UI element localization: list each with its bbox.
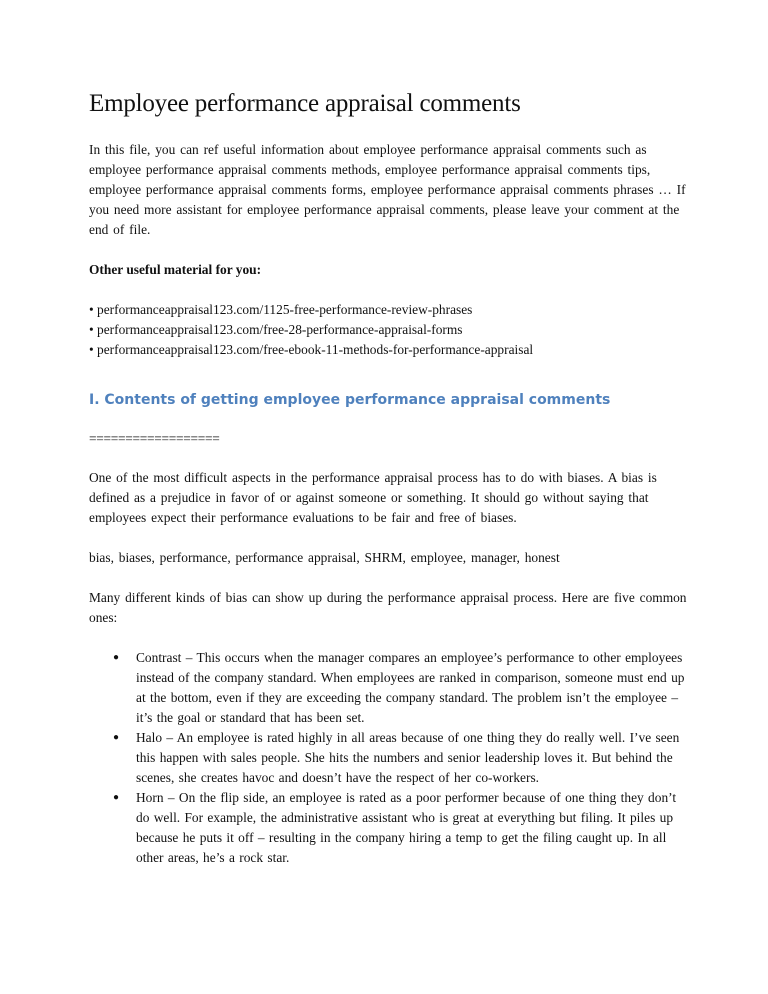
separator-line: ================== bbox=[89, 431, 220, 446]
intro-paragraph: In this file, you can ref useful information about employee performance appraisal comments such as employee performance appraisal comments methods, employee performance appraisal comments tips, employee performance appraisal comments forms, employee performance appraisal comments phrases … If you need more assistant for employee performance appraisal comments, please leave your comment at the end of file. bbox=[89, 142, 686, 237]
list-item bbox=[89, 648, 689, 728]
useful-links-list bbox=[89, 300, 689, 360]
bullet-icon: ● bbox=[113, 732, 120, 743]
document-title: Employee performance appraisal comments bbox=[89, 90, 521, 117]
list-item-text: Halo – An employee is rated highly in all areas because of one thing they do really well. I’ve seen this happen with sales people. She hits the numbers and senior leadership loves it. But behind the scenes, she creates havoc and doesn’t have the respect of her co-workers. bbox=[136, 730, 680, 785]
list-item bbox=[89, 788, 689, 868]
bullet-icon: ● bbox=[113, 652, 120, 663]
useful-link[interactable]: • performanceappraisal123.com/free-28-performance-appraisal-forms bbox=[89, 322, 463, 337]
useful-material-heading: Other useful material for you: bbox=[89, 262, 262, 277]
document-page bbox=[89, 88, 689, 868]
section-heading: I. Contents of getting employee performance appraisal comments bbox=[89, 392, 611, 408]
list-item-text: Horn – On the flip side, an employee is rated as a poor performer because of one thing they don’t do well. For example, the administrative assistant who is great at everything but filing. It piles up because he puts it off – resulting in the company hiring a temp to get the filing caught up. In all other areas, he’s a rock star. bbox=[136, 790, 677, 865]
useful-link[interactable]: • performanceappraisal123.com/1125-free-performance-review-phrases bbox=[89, 302, 473, 317]
useful-link[interactable]: • performanceappraisal123.com/free-ebook-11-methods-for-performance-appraisal bbox=[89, 342, 534, 357]
list-item-text: Contrast – This occurs when the manager compares an employee’s performance to other employees instead of the company standard. When employees are ranked in comparison, someone must end up at the bottom, even if they are exceeding the company standard. The problem isn’t the employee – it’s the goal or standard that has been set. bbox=[136, 650, 685, 725]
bias-types-intro: Many different kinds of bias can show up during the performance appraisal process. Here are five common ones: bbox=[89, 590, 687, 625]
bullet-icon: ● bbox=[113, 792, 120, 803]
list-item bbox=[89, 728, 689, 788]
keywords-line: bias, biases, performance, performance appraisal, SHRM, employee, manager, honest bbox=[89, 550, 560, 565]
bias-paragraph: One of the most difficult aspects in the performance appraisal process has to do with biases. A bias is defined as a prejudice in favor of or against someone or something. It should go without saying that employees expect their performance evaluations to be fair and free of biases. bbox=[89, 470, 657, 525]
bias-list bbox=[89, 648, 689, 868]
